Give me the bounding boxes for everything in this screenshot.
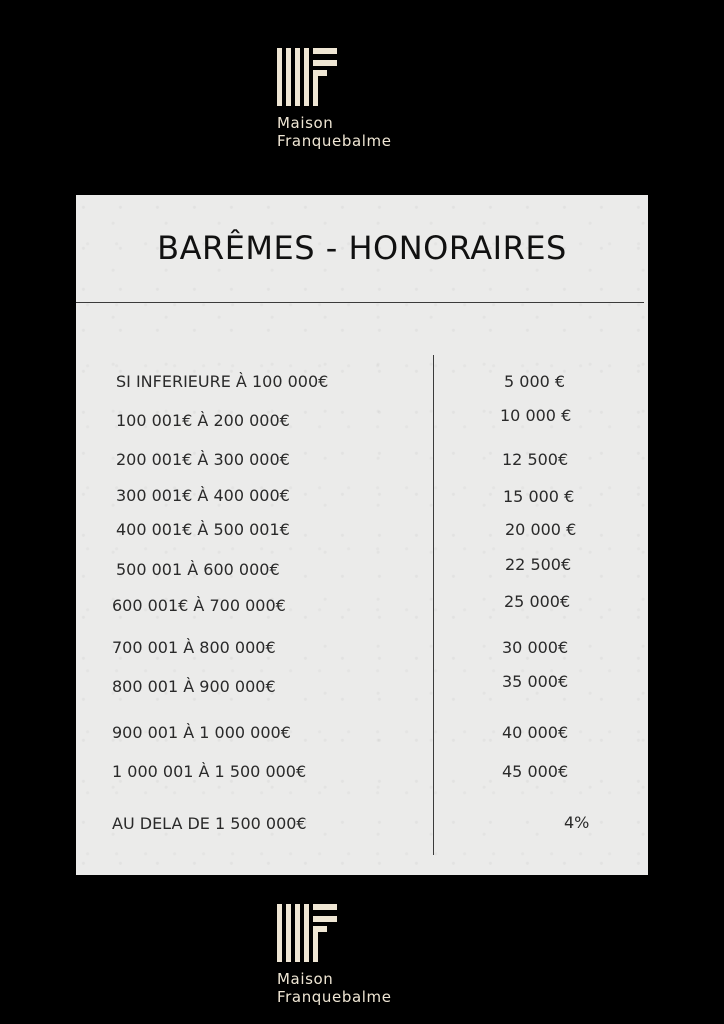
price-range-label: 700 001 À 800 000€	[112, 638, 276, 657]
price-range-label: 400 001€ À 500 001€	[116, 520, 290, 539]
fee-amount: 15 000 €	[503, 487, 575, 506]
price-range-label: 800 001 À 900 000€	[112, 677, 276, 696]
price-range-label: 500 001 À 600 000€	[116, 560, 280, 579]
monogram-icon	[277, 48, 337, 106]
brand-name-line1: Maison	[277, 970, 334, 988]
column-divider	[433, 355, 434, 855]
fee-amount: 30 000€	[502, 638, 569, 657]
fee-amount: 25 000€	[504, 592, 571, 611]
brand-logo-top	[277, 48, 457, 150]
price-range-label: 300 001€ À 400 000€	[116, 486, 290, 505]
price-range-label: AU DELA DE 1 500 000€	[112, 814, 307, 833]
monogram-icon	[277, 904, 337, 962]
fee-amount: 40 000€	[502, 723, 569, 742]
fee-amount: 20 000 €	[505, 520, 577, 539]
price-range-label: 200 001€ À 300 000€	[116, 450, 290, 469]
fee-amount: 35 000€	[502, 672, 569, 691]
page-title: BARÊMES - HONORAIRES	[157, 229, 567, 267]
brand-logo-bottom	[277, 904, 457, 1006]
fee-amount: 4%	[564, 813, 590, 832]
fee-amount: 22 500€	[505, 555, 572, 574]
fee-amount: 10 000 €	[500, 406, 572, 425]
fee-amount: 45 000€	[502, 762, 569, 781]
brand-name-line1: Maison	[277, 114, 334, 132]
price-range-label: 900 001 À 1 000 000€	[112, 723, 291, 742]
brand-name-line2: Franquebalme	[277, 988, 392, 1006]
fee-schedule-card	[76, 195, 648, 875]
fee-amount: 12 500€	[502, 450, 569, 469]
price-range-label: SI INFERIEURE À 100 000€	[116, 372, 329, 391]
fee-amount: 5 000 €	[504, 372, 566, 391]
brand-name-line2: Franquebalme	[277, 132, 392, 150]
price-range-label: 1 000 001 À 1 500 000€	[112, 762, 307, 781]
header-divider	[76, 302, 644, 303]
price-range-label: 100 001€ À 200 000€	[116, 411, 290, 430]
price-range-label: 600 001€ À 700 000€	[112, 596, 286, 615]
